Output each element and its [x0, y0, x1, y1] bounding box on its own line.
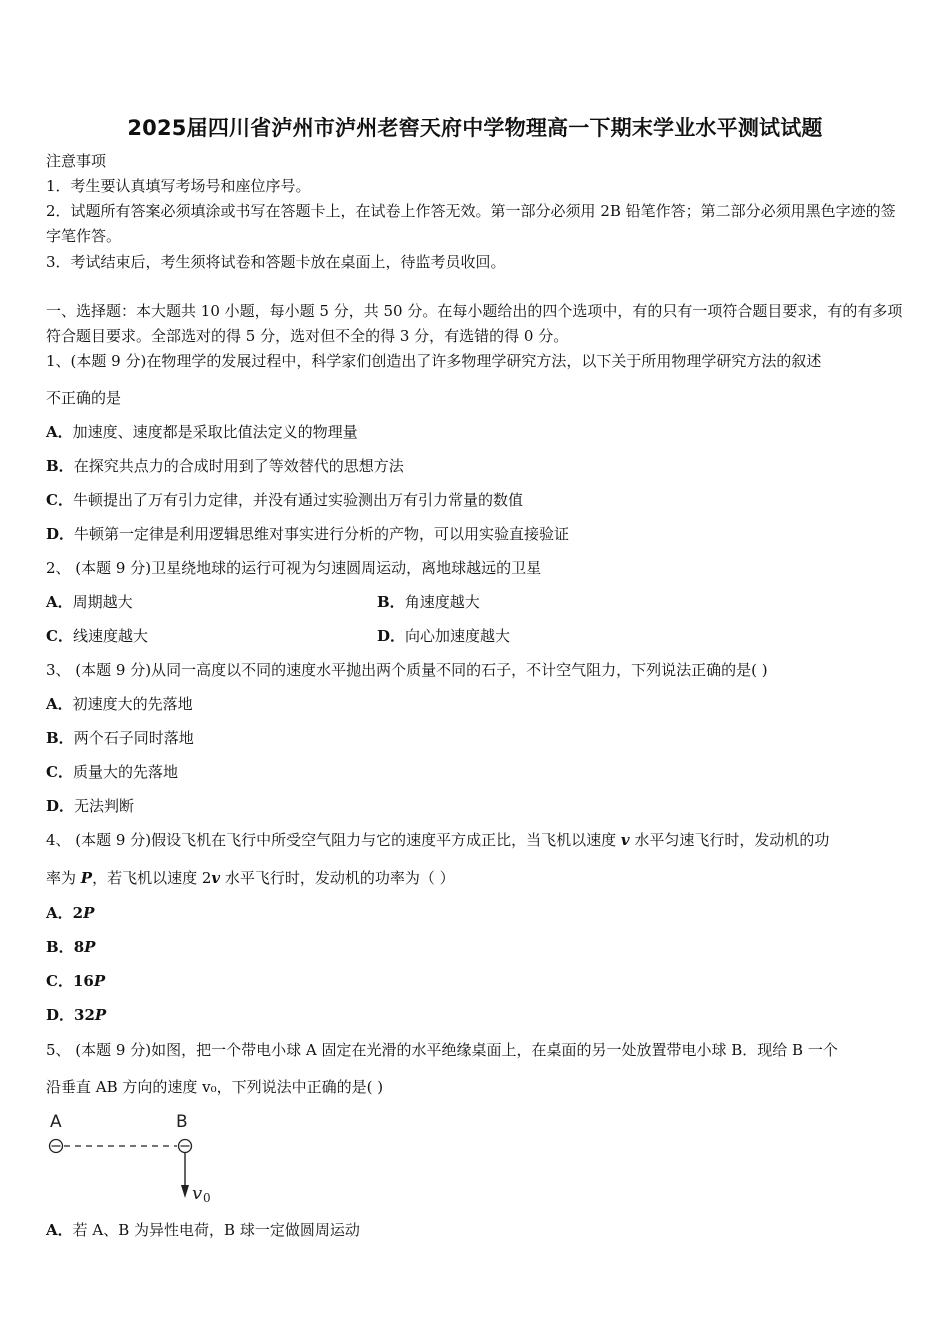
option-label: C． [46, 972, 73, 990]
q4-stem-line1 [46, 830, 908, 850]
q3-option-d [46, 796, 908, 816]
q3-option-b [46, 728, 908, 748]
option-label: C． [46, 763, 73, 781]
option-text: 加速度、速度都是采取比值法定义的物理量 [72, 423, 358, 441]
q4-stem-line2 [46, 868, 908, 888]
option-text: 牛顿提出了万有引力定律，并没有通过实验测出万有引力常量的数值 [72, 491, 523, 509]
option-num: 2 [72, 904, 84, 922]
q1-option-a [46, 422, 908, 442]
option-text: 向心加速度越大 [405, 627, 511, 645]
q2-option-a [46, 592, 366, 612]
q1-stem-line1: 1、(本题 9 分)在物理学的发展过程中，科学家们创造出了许多物理学研究方法，以下关于所用物理学研究方法的叙述 [46, 352, 822, 370]
option-label: B． [46, 457, 74, 475]
notice-item-1: 1．考生要认真填写考场号和座位序号。 [46, 177, 311, 195]
notice-heading: 注意事项 [46, 152, 107, 170]
q4-text: 水平匀速飞行时，发动机的功 [629, 831, 830, 849]
option-text: 若 A、B 为异性电荷，B 球一定做圆周运动 [72, 1221, 360, 1239]
q1-option-c [46, 490, 908, 510]
option-num: 8 [73, 938, 85, 956]
q4-text: 4、 (本题 9 分)假设飞机在飞行中所受空气阻力与它的速度平方成正比，当飞机以速度 [46, 831, 621, 849]
notice-item-2: 2．试题所有答案必须填涂或书写在答题卡上，在试卷上作答无效。第一部分必须用 2B 铅笔作答；第二部分必须用黑色字迹的签字笔作答。 [46, 202, 896, 245]
q3-option-a [46, 694, 908, 714]
option-text: 无法判断 [74, 797, 135, 815]
var-v: v [211, 869, 221, 887]
q4-option-d [46, 1005, 908, 1025]
notice-item-3: 3．考试结束后，考生须将试卷和答题卡放在桌面上，待监考员收回。 [46, 253, 506, 271]
q4-option-c [46, 971, 908, 991]
page-title: 2025届四川省泸州市泸州老窖天府中学物理高一下期末学业水平测试试题 [127, 116, 823, 140]
q4-text: 率为 [46, 869, 81, 887]
var-v: v [620, 831, 630, 849]
label-a: A [50, 1112, 62, 1132]
option-var: P [94, 1006, 107, 1024]
option-label: A． [46, 695, 73, 713]
section-intro: 一、选择题：本大题共 10 小题，每小题 5 分，共 50 分。在每小题给出的四个选项中，有的只有一项符合题目要求，有的有多项符合题目要求。全部选对的得 5 分，选对但不全的得 3 分，有选错的得 0 分。 [46, 302, 903, 345]
q4-text: 水平飞行时，发动机的功率为（ ） [220, 869, 455, 887]
q2-option-c [46, 626, 366, 646]
option-text: 角速度越大 [404, 593, 480, 611]
q1-option-d [46, 524, 908, 544]
var-p: P [80, 869, 93, 887]
q4-option-a [46, 903, 908, 923]
q5-option-a [46, 1220, 908, 1240]
option-var: P [83, 904, 95, 922]
q5-stem-line2: 沿垂直 AB 方向的速度 v₀，下列说法中正确的是( ) [46, 1078, 384, 1096]
option-label: C． [46, 491, 73, 509]
option-text: 初速度大的先落地 [72, 695, 193, 713]
option-text: 在探究共点力的合成时用到了等效替代的思想方法 [73, 457, 404, 475]
option-label: B． [46, 729, 74, 747]
q4-option-b [46, 937, 908, 957]
q1-option-b [46, 456, 908, 476]
option-label: C． [46, 627, 73, 645]
option-label: A． [46, 1221, 73, 1239]
option-num: 16 [72, 972, 94, 990]
option-label: B． [46, 938, 74, 956]
option-label: D． [46, 1006, 75, 1024]
q3-stem: 3、 (本题 9 分)从同一高度以不同的速度水平抛出两个质量不同的石子，不计空气阻力，下列说法正确的是( ) [46, 661, 768, 679]
option-text: 两个石子同时落地 [73, 729, 194, 747]
option-var: P [84, 938, 96, 956]
option-text: 周期越大 [72, 593, 133, 611]
velocity-subscript: 0 [203, 1191, 211, 1205]
option-label: A． [46, 423, 73, 441]
option-label: B． [377, 593, 405, 611]
option-text: 牛顿第一定律是利用逻辑思维对事实进行分析的产物，可以用实验直接验证 [74, 525, 570, 543]
velocity-arrow-head [181, 1185, 189, 1198]
q2-option-b [377, 592, 480, 612]
velocity-label: v [192, 1183, 203, 1204]
q2-stem: 2、 (本题 9 分)卫星绕地球的运行可视为匀速圆周运动，离地球越远的卫星 [46, 559, 542, 577]
option-text: 质量大的先落地 [72, 763, 178, 781]
q5-stem-line1: 5、 (本题 9 分)如图，把一个带电小球 A 固定在光滑的水平绝缘桌面上，在桌面的另一处放置带电小球 B．现给 B 一个 [46, 1041, 838, 1059]
option-label: D． [46, 525, 75, 543]
q3-option-c [46, 762, 908, 782]
option-label: A． [46, 904, 73, 922]
label-b: B [176, 1112, 188, 1132]
option-label: D． [46, 797, 75, 815]
q1-stem-line2: 不正确的是 [46, 389, 122, 407]
option-num: 32 [74, 1006, 95, 1024]
q2-option-d [377, 626, 510, 646]
option-text: 线速度越大 [72, 627, 148, 645]
option-var: P [93, 972, 106, 990]
option-label: A． [46, 593, 73, 611]
charges-diagram [44, 1108, 224, 1208]
q4-text: ，若飞机以速度 2 [92, 869, 212, 887]
option-label: D． [377, 627, 406, 645]
